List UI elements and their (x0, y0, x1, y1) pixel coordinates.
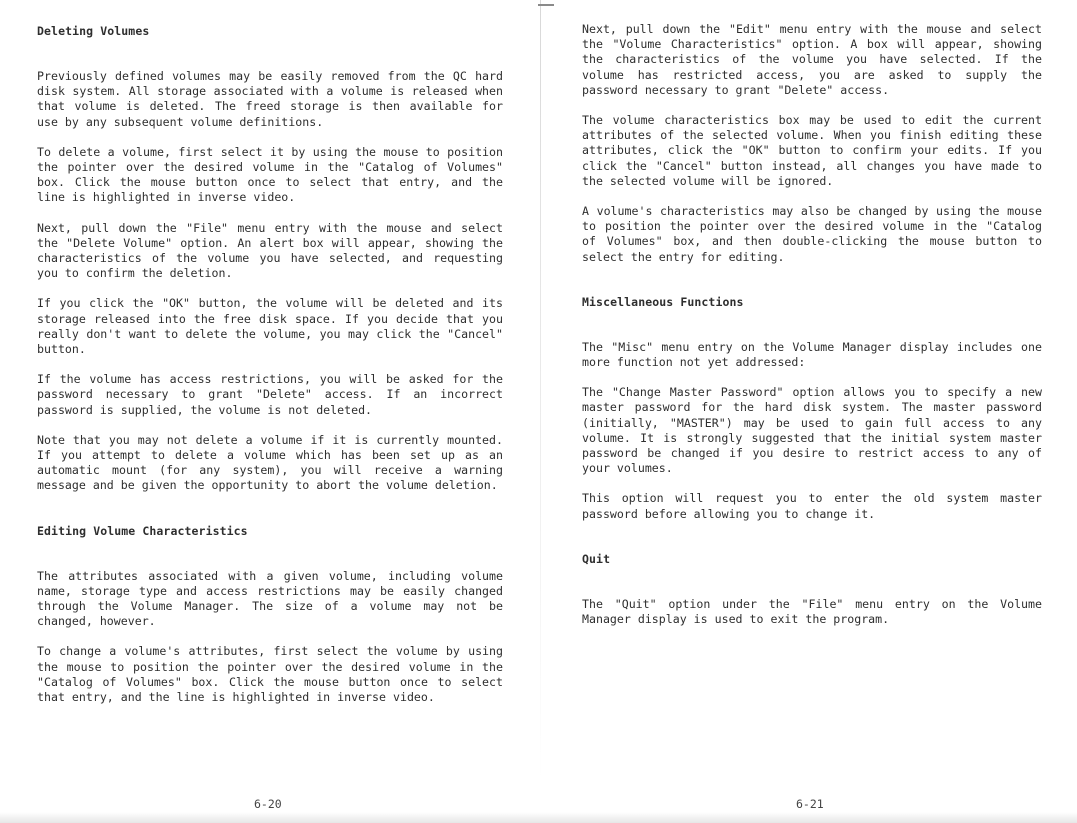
left-page-column (37, 22, 503, 705)
paragraph: Note that you may not delete a volume if it is currently mounted. If you attempt to delete a volume which has been set up as an automatic mount (for any system), you will receive a warning message and be given the opportunity to abort the volume deletion. (37, 432, 503, 493)
section-heading-editing-volume-characteristics: Editing Volume Characteristics (37, 523, 248, 538)
bottom-shade (0, 812, 1077, 823)
paragraph: This option will request you to enter the old system master password before allowing you to change it. (582, 491, 1042, 521)
paragraph: Previously defined volumes may be easily removed from the QC hard disk system. All storage associated with a volume is released when that volume is deleted. The freed storage is then available for use by any subsequent volume definitions. (37, 69, 503, 129)
paragraph: If you click the "OK" button, the volume will be deleted and its storage released into the free disk space. If you decide that you really don't want to delete the volume, you may click the "Cancel" button. (37, 296, 503, 357)
paragraph: To delete a volume, first select it by using the mouse to position the pointer over the desired volume in the "Catalog of Volumes" box. Click the mouse button once to select that entry, and the line is highlighted in inverse video. (37, 144, 503, 205)
right-page-column (582, 22, 1042, 627)
paragraph: The volume characteristics box may be used to edit the current attributes of the selected volume. When you finish editing these attributes, click the "OK" button to confirm your edits. If you click the "Cancel" button instead, all changes you have made to the selected volume will be ignored. (582, 113, 1042, 188)
page-number-right: 6-21 (796, 797, 824, 811)
paragraph: Next, pull down the "Edit" menu entry with the mouse and select the "Volume Characteristics" option. A box will appear, showing the characteristics of the volume you have selected. If the volume has restricted access, you are asked to supply the password necessary to grant "Delete" access. (582, 22, 1042, 97)
paragraph: The "Misc" menu entry on the Volume Manager display includes one more function not yet addressed: (582, 339, 1042, 370)
page-number-left: 6-20 (254, 797, 282, 811)
paragraph: To change a volume's attributes, first select the volume by using the mouse to position the pointer over the desired volume in the "Catalog of Volumes" box. Click the mouse button once to select that entry, and the line is highlighted in inverse video. (37, 644, 503, 705)
paragraph: The "Quit" option under the "File" menu entry on the Volume Manager display is used to exit the program. (582, 596, 1042, 627)
paragraph: The "Change Master Password" option allows you to specify a new master password for the hard disk system. The master password (initially, "MASTER") may be used to gain full access to any volume. It is strongly suggested that the initial system master password be changed if you desire to restrict access to any of your volumes. (582, 385, 1042, 476)
right-page (538, 0, 1077, 823)
paragraph: Next, pull down the "File" menu entry with the mouse and select the "Delete Volume" option. An alert box will appear, showing the characteristics of the volume you have selected, and requesting you to confirm the deletion. (37, 220, 503, 281)
section-heading-deleting-volumes: Deleting Volumes (37, 24, 150, 38)
section-heading-quit: Quit (582, 551, 611, 566)
paragraph: If the volume has access restrictions, you will be asked for the password necessary to grant "Delete" access. If an incorrect password is supplied, the volume is not deleted. (37, 372, 503, 417)
section-heading-miscellaneous-functions: Miscellaneous Functions (582, 294, 744, 309)
paragraph: A volume's characteristics may also be changed by using the mouse to position the pointer over the desired volume in the "Catalog of Volumes" box, and then double-clicking the mouse button to select the entry for editing. (582, 204, 1042, 264)
left-page (0, 0, 538, 823)
paragraph: The attributes associated with a given volume, including volume name, storage type and access restrictions may be easily changed through the Volume Manager. The size of a volume may not be changed, however. (37, 568, 503, 629)
